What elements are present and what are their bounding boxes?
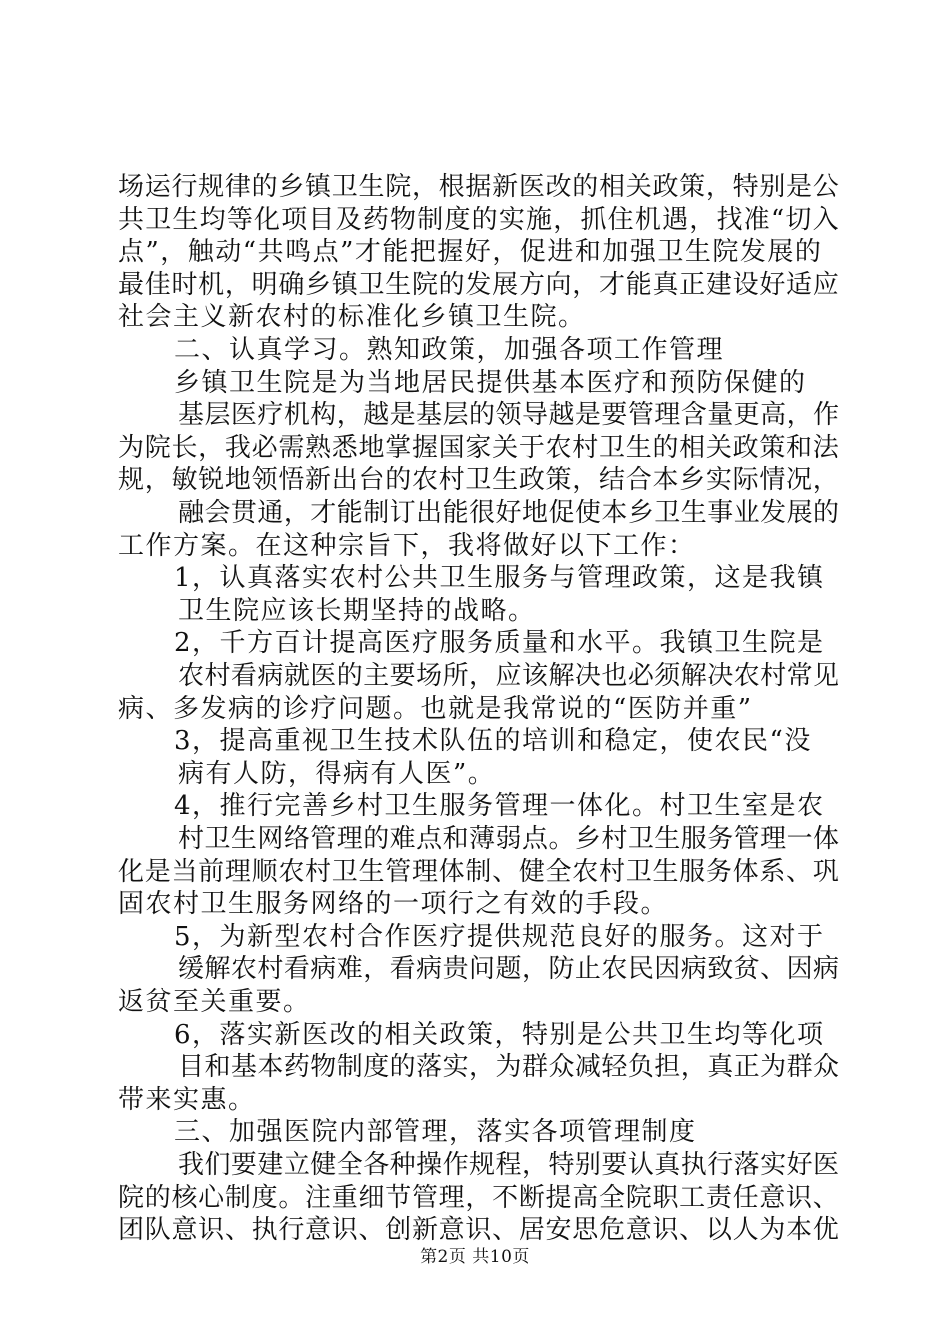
text-line: 卫生院应该长期坚持的战略。 — [178, 595, 536, 626]
text-line: 基层医疗机构，越是基层的领导越是要管理含量更高，作 — [178, 400, 840, 431]
list-item: 5，为新型农村合作医疗提供规范良好的服务。这对于 — [174, 921, 825, 952]
text-line: 最佳时机，明确乡镇卫生院的发展方向，才能真正建设好适应 — [118, 269, 840, 300]
section-heading: 三、加强医院内部管理，落实各项管理制度 — [174, 1117, 697, 1148]
text-line: 病、多发病的诊疗问题。也就是我常说的“医防并重” — [118, 693, 753, 724]
text-line: 农村看病就医的主要场所，应该解决也必须解决农村常见 — [178, 661, 840, 691]
text-line: 病有人防，得病有人医”。 — [178, 758, 496, 789]
text-line: 固农村卫生服务网络的一项行之有效的手段。 — [118, 889, 669, 920]
text-line: 场运行规律的乡镇卫生院，根据新医改的相关政策，特别是公 — [118, 172, 840, 202]
list-item: 6，落实新医改的相关政策，特别是公共卫生均等化项 — [174, 1019, 825, 1050]
list-item: 3，提高重视卫生技术队伍的培训和稳定，使农民“没 — [174, 726, 812, 757]
list-item: 1，认真落实农村公共卫生服务与管理政策，这是我镇 — [174, 563, 825, 594]
text-line: 返贫至关重要。 — [118, 987, 311, 1017]
text-line: 工作方案。在这种宗旨下，我将做好以下工作： — [118, 530, 696, 561]
text-line: 乡镇卫生院是为当地居民提供基本医疗和预防保健的 — [174, 367, 807, 398]
text-line: 村卫生网络管理的难点和薄弱点。乡村卫生服务管理一体 — [178, 824, 840, 854]
text-line: 共卫生均等化项目及药物制度的实施，抓住机遇，找准“切入 — [118, 204, 840, 235]
text-line: 我们要建立健全各种操作规程，特别要认真执行落实好医 — [178, 1150, 840, 1180]
text-line: 目和基本药物制度的落实，为群众减轻负担，真正为群众 — [178, 1052, 840, 1083]
text-line: 缓解农村看病难，看病贵问题，防止农民因病致贫、因病 — [178, 954, 840, 985]
page-number-footer: 第2页 共10页 — [420, 1247, 530, 1267]
text-line: 社会主义新农村的标准化乡镇卫生院。 — [118, 302, 586, 333]
text-line: 规，敏锐地领悟新出台的农村卫生政策，结合本乡实际情况， — [118, 465, 840, 496]
text-line: 团队意识、执行意识、创新意识、居安思危意识、以人为本优 — [118, 1215, 840, 1246]
text-line: 点”，触动“共鸣点”才能把握好，促进和加强卫生院发展的 — [118, 237, 823, 268]
text-line: 为院长，我必需熟悉地掌握国家关于农村卫生的相关政策和法 — [118, 432, 840, 463]
text-line: 化是当前理顺农村卫生管理体制、健全农村卫生服务体系、巩 — [118, 856, 840, 887]
text-line: 融会贯通，才能制订出能很好地促使本乡卫生事业发展的 — [178, 498, 840, 528]
text-line: 院的核心制度。注重细节管理，不断提高全院职工责任意识、 — [118, 1182, 840, 1213]
text-line: 带来实惠。 — [118, 1084, 256, 1115]
list-item: 4，推行完善乡村卫生服务管理一体化。村卫生室是农 — [174, 791, 825, 822]
section-heading: 二、认真学习。熟知政策，加强各项工作管理 — [174, 335, 725, 365]
list-item: 2，千方百计提高医疗服务质量和水平。我镇卫生院是 — [174, 628, 825, 659]
